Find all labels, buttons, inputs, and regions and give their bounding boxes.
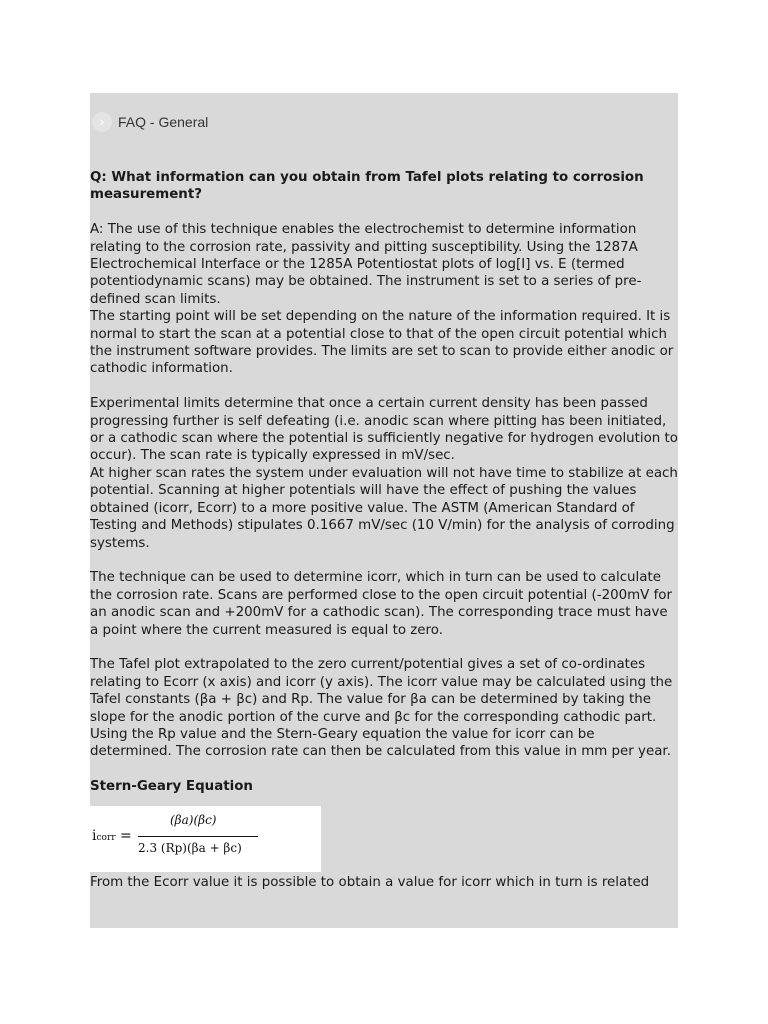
answer-paragraph-2: The starting point will be set depending on the nature of the information required. It is normal to start the scan at a potential close to that of the open circuit potential which the instrument software provides. The limits are set to scan to provide either anodic or cathodic information. bbox=[90, 309, 674, 377]
equation-denominator: 2.3 (Rp)(βa + βc) bbox=[138, 840, 242, 855]
answer-paragraph-1: A: The use of this technique enables the electrochemist to determine information relating to the corrosion rate, passivity and pitting susceptibility. Using the 1287A Electrochemical Interface or the 1285A Potentiostat plots of log[I] vs. E (termed potentiodynamic scans) may be obtained. The instrument is set to a series of pre-defined scan limits. bbox=[90, 222, 642, 307]
faq-content bbox=[90, 169, 678, 891]
fraction-bar bbox=[138, 836, 258, 837]
equation-numerator: (βa)(βc) bbox=[170, 812, 217, 827]
answer-paragraph-5: The technique can be used to determine icorr, which in turn can be used to calculate the corrosion rate. Scans are performed close to the open circuit potential (-200mV for an anodic scan and +200mV for a cathodic scan). The corresponding trace must have a point where the current measured is equal to zero. bbox=[90, 570, 672, 638]
answer-paragraph-4: At higher scan rates the system under evaluation will not have time to stabilize at each potential. Scanning at higher potentials will have the effect of pushing the values obtained (icorr, Ecorr) to a more positive value. The ASTM (American Standard of Testing and Methods) stipulates 0.1667 mV/sec (10 V/min) for the analysis of corroding systems. bbox=[90, 465, 678, 551]
final-paragraph: From the Ecorr value it is possible to obtain a value for icorr which in turn is related bbox=[90, 874, 650, 890]
stern-geary-equation-image bbox=[90, 806, 321, 872]
faq-panel bbox=[90, 93, 678, 928]
answer-paragraph-6: The Tafel plot extrapolated to the zero current/potential gives a set of co-ordinates relating to Ecorr (x axis) and icorr (y axis). The icorr value may be calculated using the Tafel constants (βa + βc) and Rp. The value for βa can be determined by taking the slope for the anodic portion of the curve and βc for the corresponding cathodic part. bbox=[90, 657, 673, 725]
answer-paragraph-7: Using the Rp value and the Stern-Geary equation the value for icorr can be determined. The corrosion rate can then be calculated from this value in mm per year. bbox=[90, 726, 671, 760]
faq-header[interactable] bbox=[90, 111, 208, 133]
equation-heading: Stern-Geary Equation bbox=[90, 779, 253, 795]
answer-paragraph-3: Experimental limits determine that once a certain current density has been passed progressing further is self defeating (i.e. anodic scan where pitting has been initiated, or a cathodic scan where the potential is sufficiently negative for hydrogen evolution to occur). The scan rate is typically expressed in mV/sec. bbox=[90, 396, 678, 464]
equation-lhs: icorr = bbox=[92, 827, 132, 844]
question-text: Q: What information can you obtain from Tafel plots relating to corrosion measurement? bbox=[90, 170, 644, 203]
chevron-right-icon[interactable]: › bbox=[92, 112, 112, 132]
faq-section-title[interactable]: FAQ - General bbox=[118, 114, 209, 130]
